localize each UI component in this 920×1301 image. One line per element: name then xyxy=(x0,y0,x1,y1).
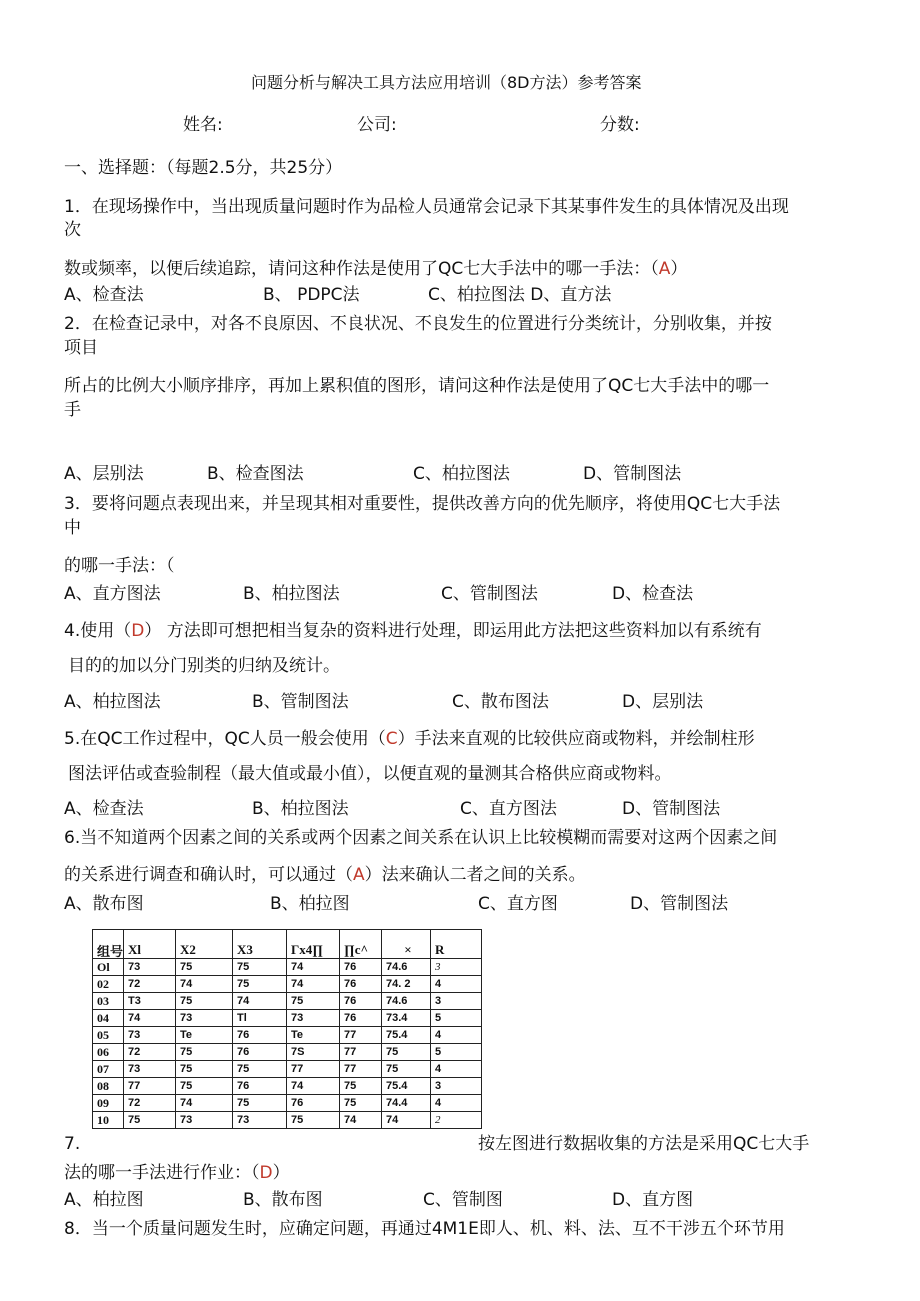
table-cell: 74 xyxy=(233,993,287,1010)
table-row xyxy=(93,1027,482,1044)
table-cell: 74 xyxy=(176,1095,233,1112)
section-heading: 一、选择题：（每题2.5分，共25分） xyxy=(64,158,343,178)
q2-option-b: B、检查图法 xyxy=(207,464,304,484)
row-group-cell: 06 xyxy=(93,1044,124,1061)
header-mean: × xyxy=(382,930,431,959)
table-header-row xyxy=(93,930,482,959)
q1-line3: 数或频率，以便后续追踪，请问这种作法是使用了QC七大手法中的哪一手法：（A） xyxy=(64,259,688,279)
q6-answer: A xyxy=(353,865,365,885)
q3-option-a: A、直方图法 xyxy=(64,584,161,604)
row-group-cell: 10 xyxy=(93,1112,124,1129)
q7-option-c: C、管制图 xyxy=(423,1190,503,1210)
header-x4: Γx4∏ xyxy=(287,930,340,959)
table-cell: 74 xyxy=(287,976,340,993)
table-cell: 74. 2 xyxy=(382,976,431,993)
table-cell: 77 xyxy=(287,1061,340,1078)
row-group-cell: 08 xyxy=(93,1078,124,1095)
q3-option-c: C、管制图法 xyxy=(441,584,538,604)
table-cell: 75 xyxy=(176,993,233,1010)
q3-option-d: D、检查法 xyxy=(612,584,694,604)
table-cell: 76 xyxy=(340,976,382,993)
table-cell: 4 xyxy=(431,976,482,993)
q6-option-c: C、直方图 xyxy=(478,894,558,914)
q2-option-a: A、层别法 xyxy=(64,464,144,484)
q7-option-b: B、散布图 xyxy=(243,1190,323,1210)
table-cell: 75 xyxy=(287,993,340,1010)
table-cell: 77 xyxy=(340,1027,382,1044)
header-x3: X3 xyxy=(233,930,287,959)
table-row xyxy=(93,959,482,976)
table-cell: 75 xyxy=(340,1095,382,1112)
table-cell: 72 xyxy=(124,1095,176,1112)
table-cell: 75 xyxy=(233,1095,287,1112)
table-cell: Tl xyxy=(233,1010,287,1027)
table-cell: 5 xyxy=(431,1044,482,1061)
table-cell: 75.4 xyxy=(382,1078,431,1095)
table-cell: 73 xyxy=(233,1112,287,1129)
table-cell: 74 xyxy=(287,1078,340,1095)
table-cell: 73 xyxy=(176,1010,233,1027)
q1-line1: 1．在现场操作中，当出现质量问题时作为品检人员通常会记录下其某事件发生的具体情况及出现 xyxy=(64,197,789,217)
table-cell: 75 xyxy=(124,1112,176,1129)
row-group-cell: 02 xyxy=(93,976,124,993)
q5-answer: C xyxy=(385,729,398,749)
q7-line2: 法的哪一手法进行作业：（D） xyxy=(64,1163,290,1183)
table-cell: 77 xyxy=(124,1078,176,1095)
table-cell: 4 xyxy=(431,1095,482,1112)
header-range: R xyxy=(431,930,482,959)
table-row xyxy=(93,1061,482,1078)
table-cell: 77 xyxy=(340,1044,382,1061)
q6-option-d: D、管制图法 xyxy=(630,894,729,914)
table-row xyxy=(93,993,482,1010)
header-x2: X2 xyxy=(176,930,233,959)
header-group: 组号 xyxy=(93,930,124,959)
table-cell: 75 xyxy=(382,1044,431,1061)
table-cell: 75 xyxy=(176,1044,233,1061)
table-cell: 75 xyxy=(382,1061,431,1078)
q3-line3: 的哪一手法：（ xyxy=(64,556,175,576)
table-row xyxy=(93,1078,482,1095)
q5-line1: 5.在QC工作过程中，QC人员一般会使用（C）手法来直观的比较供应商或物料，并绘制柱形 xyxy=(64,729,755,749)
q1-option-cd: C、柏拉图法 D、直方法 xyxy=(428,285,612,305)
table-cell: 73 xyxy=(124,1027,176,1044)
q3-line1: 3．要将问题点表现出来，并呈现其相对重要性，提供改善方向的优先顺序，将使用QC七大手法 xyxy=(64,494,781,514)
q1-option-a: A、检查法 xyxy=(64,285,144,305)
q4-option-b: B、管制图法 xyxy=(252,692,349,712)
table-cell: 75 xyxy=(233,1061,287,1078)
q6-option-a: A、散布图 xyxy=(64,894,144,914)
q5-option-d: D、管制图法 xyxy=(622,799,721,819)
table-cell: 73.4 xyxy=(382,1010,431,1027)
table-cell: 76 xyxy=(233,1027,287,1044)
row-group-cell: 05 xyxy=(93,1027,124,1044)
table-cell: 3 xyxy=(431,1078,482,1095)
table-cell: Te xyxy=(287,1027,340,1044)
q2-line4: 手 xyxy=(64,400,81,420)
table-cell: 75 xyxy=(287,1112,340,1129)
table-cell: 74 xyxy=(287,959,340,976)
table-row xyxy=(93,1044,482,1061)
table-cell: 74.6 xyxy=(382,959,431,976)
q4-answer: D xyxy=(131,621,145,641)
table-cell: 5 xyxy=(431,1010,482,1027)
data-collection-table xyxy=(92,929,482,1129)
row-group-cell: 03 xyxy=(93,993,124,1010)
q2-line1: 2．在检查记录中，对各不良原因、不良状况、不良发生的位置进行分类统计，分别收集，并按 xyxy=(64,314,772,334)
table-cell: Te xyxy=(176,1027,233,1044)
row-group-cell: 04 xyxy=(93,1010,124,1027)
table-row xyxy=(93,976,482,993)
q4-option-a: A、柏拉图法 xyxy=(64,692,161,712)
table-cell: 76 xyxy=(233,1044,287,1061)
table-cell: 2 xyxy=(431,1112,482,1129)
table-cell: 77 xyxy=(340,1061,382,1078)
table-cell: 75 xyxy=(176,1061,233,1078)
table-cell: T3 xyxy=(124,993,176,1010)
table-cell: 76 xyxy=(340,1010,382,1027)
q2-line3: 所占的比例大小顺序排序，再加上累积值的图形，请问这种作法是使用了QC七大手法中的哪一 xyxy=(64,376,770,396)
table-cell: 7S xyxy=(287,1044,340,1061)
table-cell: 4 xyxy=(431,1061,482,1078)
table-cell: 75 xyxy=(233,959,287,976)
q3-line2: 中 xyxy=(64,518,81,538)
q7-number: 7. xyxy=(64,1134,81,1154)
q5-option-b: B、柏拉图法 xyxy=(252,799,349,819)
q7-answer: D xyxy=(259,1163,273,1183)
table-cell: 74 xyxy=(176,976,233,993)
table-cell: 75 xyxy=(233,976,287,993)
score-label: 分数: xyxy=(600,115,640,135)
table-cell: 74.4 xyxy=(382,1095,431,1112)
q2-option-c: C、柏拉图法 xyxy=(413,464,510,484)
q6-line1: 6.当不知道两个因素之间的关系或两个因素之间关系在认识上比较模糊而需要对这两个因素之间 xyxy=(64,828,778,848)
table-cell: 75.4 xyxy=(382,1027,431,1044)
table-cell: 3 xyxy=(431,959,482,976)
q5-option-a: A、检查法 xyxy=(64,799,144,819)
table-row xyxy=(93,1112,482,1129)
q6-option-b: B、柏拉图 xyxy=(270,894,350,914)
q1-option-b: B、 PDPC法 xyxy=(263,285,360,305)
q7-line1: 按左图进行数据收集的方法是采用QC七大手 xyxy=(478,1134,810,1154)
row-group-cell: Ol xyxy=(93,959,124,976)
q1-answer: A xyxy=(658,259,671,279)
table-cell: 72 xyxy=(124,976,176,993)
table-cell: 73 xyxy=(176,1112,233,1129)
table-row xyxy=(93,1010,482,1027)
name-label: 姓名: xyxy=(183,115,223,135)
q4-option-c: C、散布图法 xyxy=(452,692,549,712)
company-label: 公司: xyxy=(357,115,397,135)
table-cell: 75 xyxy=(176,1078,233,1095)
q7-option-a: A、柏拉图 xyxy=(64,1190,144,1210)
q1-line2: 次 xyxy=(64,220,81,240)
table-cell: 73 xyxy=(124,959,176,976)
table-cell: 76 xyxy=(233,1078,287,1095)
row-group-cell: 09 xyxy=(93,1095,124,1112)
table-cell: 76 xyxy=(340,959,382,976)
table-cell: 75 xyxy=(176,959,233,976)
q7-option-d: D、直方图 xyxy=(612,1190,694,1210)
q5-option-c: C、直方图法 xyxy=(460,799,557,819)
q3-option-b: B、柏拉图法 xyxy=(243,584,340,604)
page-title: 问题分析与解决工具方法应用培训（8D方法）参考答案 xyxy=(251,73,642,92)
q4-option-d: D、层别法 xyxy=(622,692,704,712)
table-cell: 73 xyxy=(124,1061,176,1078)
header-x5: ∏c^ xyxy=(340,930,382,959)
table-cell: 74 xyxy=(382,1112,431,1129)
q6-line2: 的关系进行调查和确认时，可以通过（A）法来确认二者之间的关系。 xyxy=(64,865,586,885)
q8-line1: 8．当一个质量问题发生时，应确定问题，再通过4M1E即人、机、料、法、互不干涉五个环节用 xyxy=(64,1219,785,1239)
table-cell: 76 xyxy=(287,1095,340,1112)
table-cell: 74 xyxy=(124,1010,176,1027)
table-cell: 72 xyxy=(124,1044,176,1061)
table-cell: 4 xyxy=(431,1027,482,1044)
table-cell: 75 xyxy=(340,1078,382,1095)
q4-line2: 目的的加以分门别类的归纳及统计。 xyxy=(68,656,340,676)
table-row xyxy=(93,1095,482,1112)
row-group-cell: 07 xyxy=(93,1061,124,1078)
q5-line2: 图法评估或查验制程（最大值或最小值），以便直观的量测其合格供应商或物料。 xyxy=(68,764,672,784)
table-cell: 3 xyxy=(431,993,482,1010)
table-cell: 76 xyxy=(340,993,382,1010)
header-x1: Xl xyxy=(124,930,176,959)
table-cell: 74.6 xyxy=(382,993,431,1010)
q4-line1: 4.使用（D） 方法即可想把相当复杂的资料进行处理，即运用此方法把这些资料加以有系统有 xyxy=(64,621,762,641)
table-cell: 73 xyxy=(287,1010,340,1027)
table-cell: 74 xyxy=(340,1112,382,1129)
q2-option-d: D、管制图法 xyxy=(583,464,682,484)
q2-line2: 项目 xyxy=(64,338,98,358)
